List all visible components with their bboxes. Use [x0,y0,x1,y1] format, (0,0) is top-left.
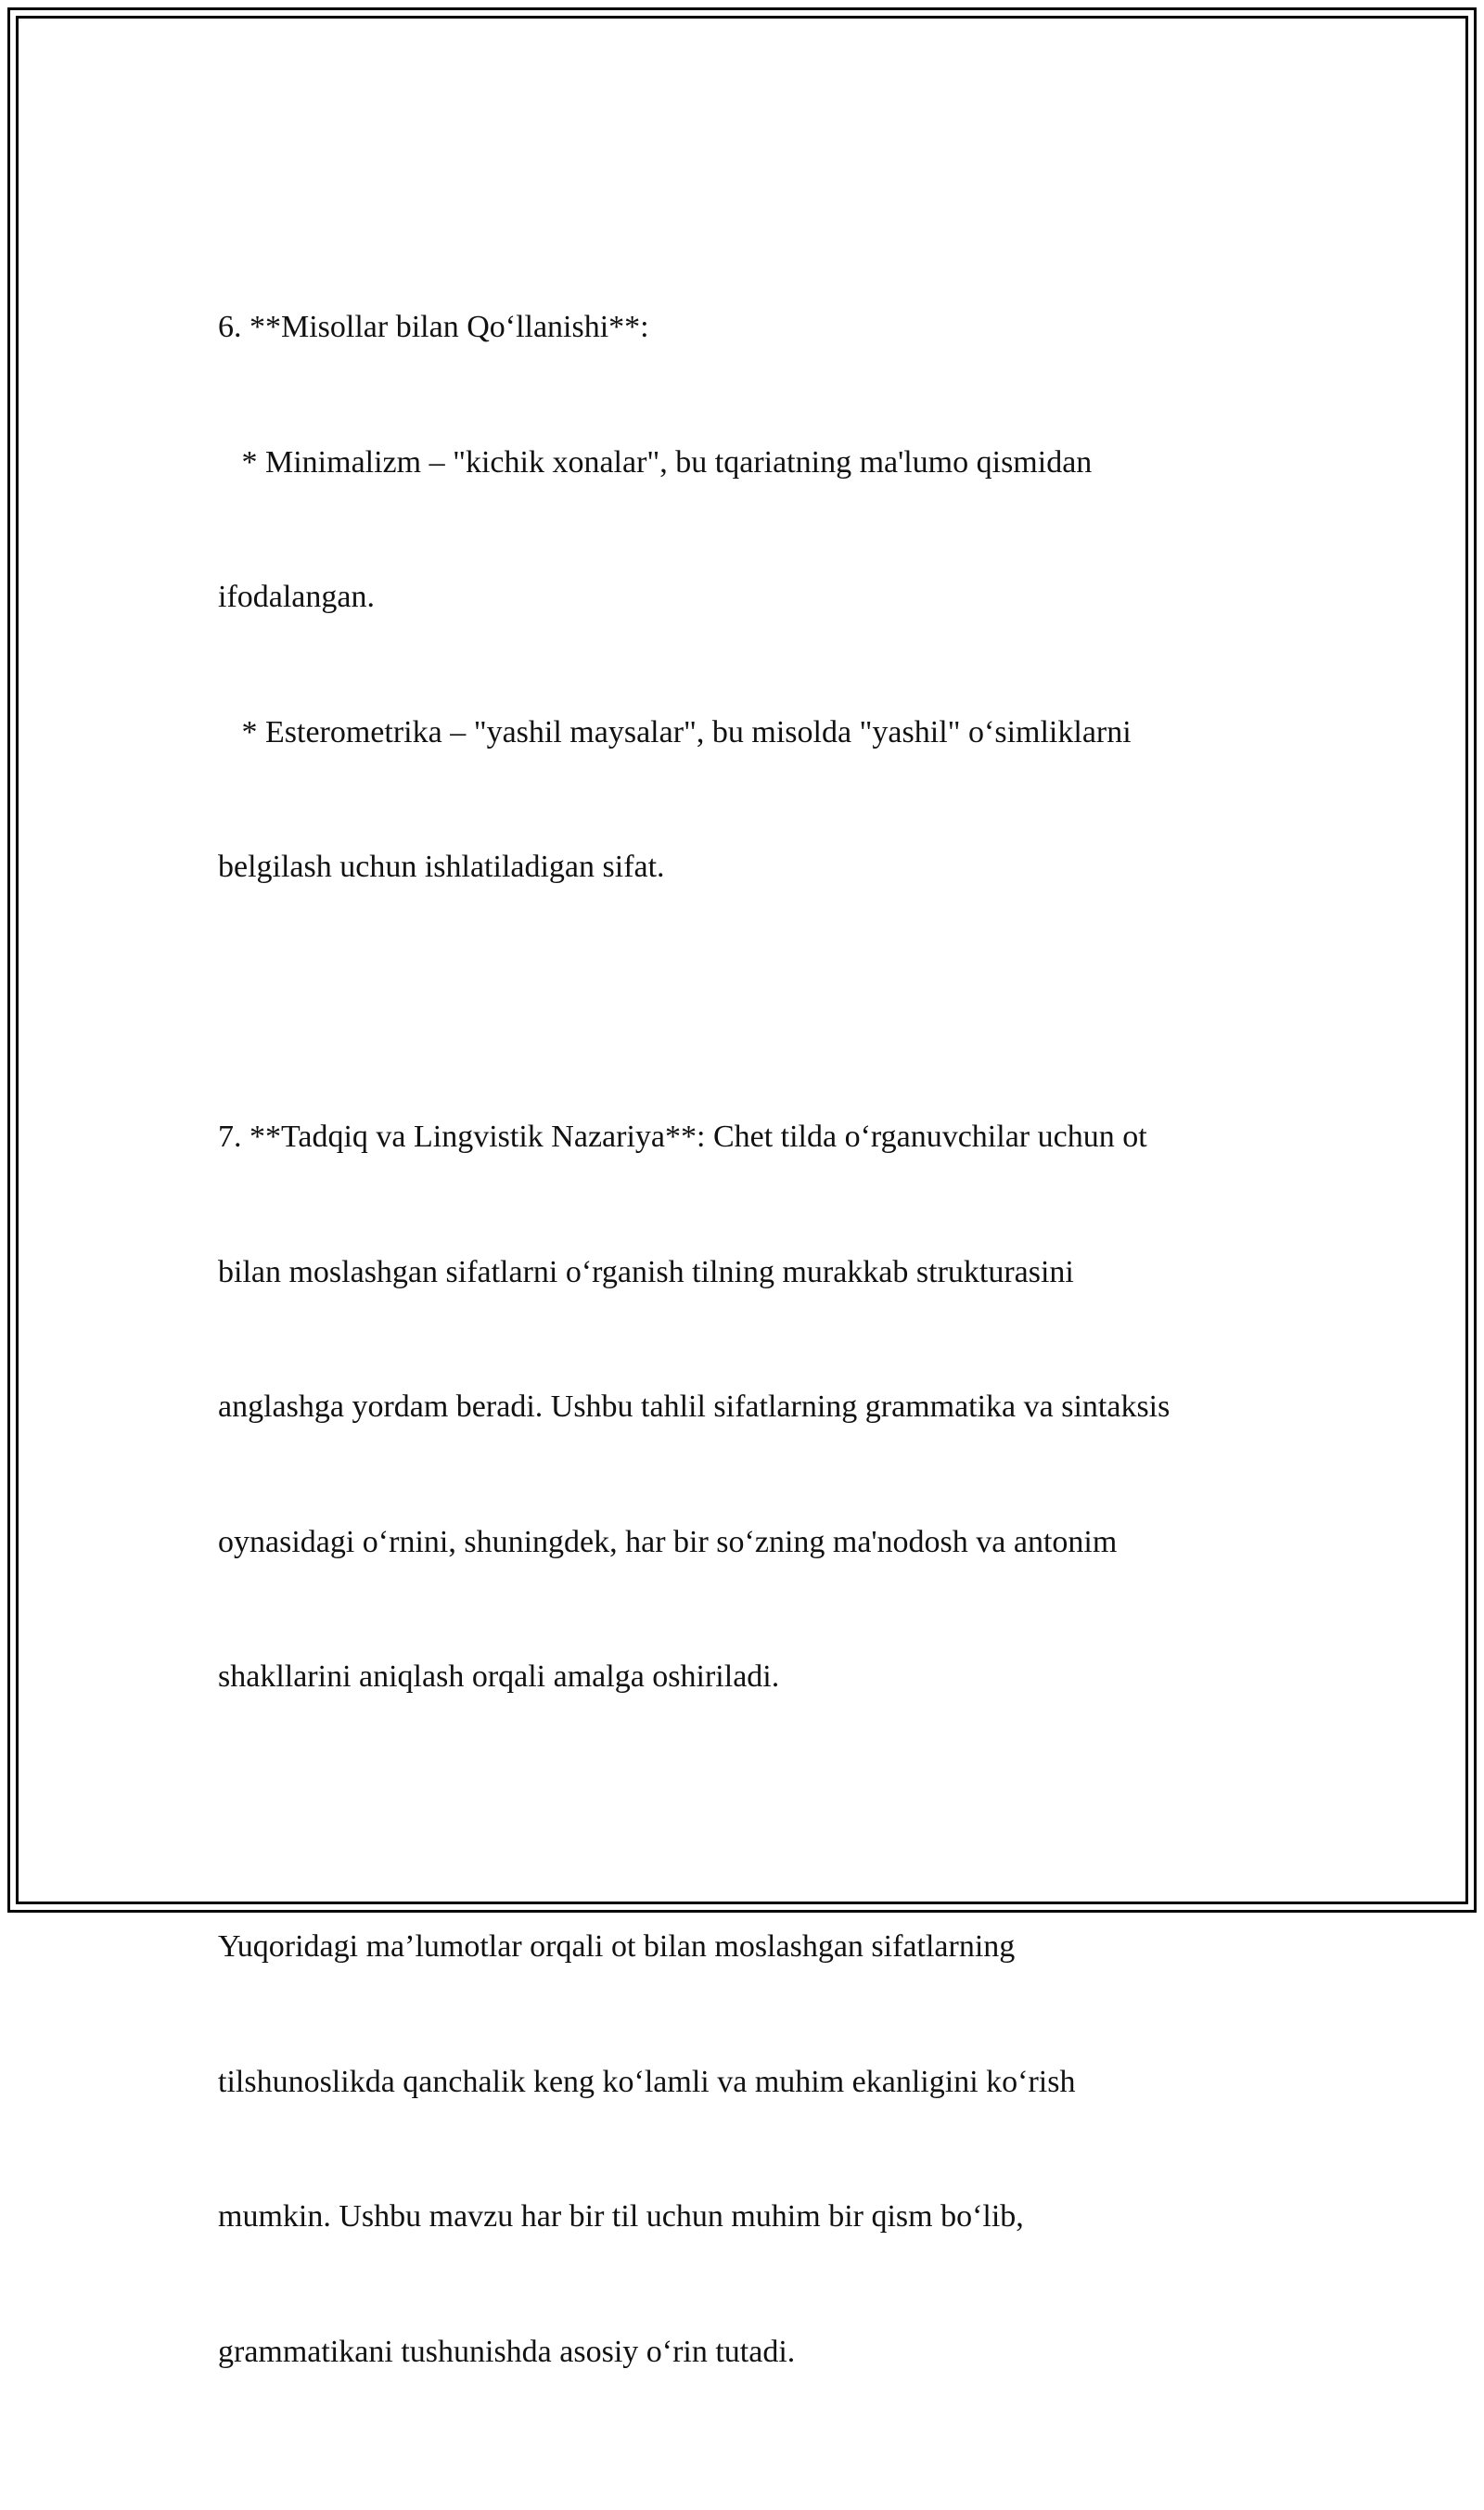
paragraph-conclusion [218,1835,1266,2465]
text-line: belgilash uchun ishlatiladigan sifat. [218,850,665,884]
text-line: grammatikani tushunishda asosiy o‘rin tutadi. [218,2334,796,2369]
text-line: tilshunoslikda qanchalik keng ko‘lamli va muhim ekanligini ko‘rish [218,2064,1076,2099]
text-line: * Minimalizm – "kichik xonalar", bu tqariatning ma'lumo qismidan [218,444,1093,480]
text-line: 6. **Misollar bilan Qo‘llanishi**: [218,310,649,344]
text-line: * Esterometrika – "yashil maysalar", bu misolda "yashil" o‘simliklarni [218,714,1132,749]
text-line: ifodalangan. [218,580,375,614]
text-line: 7. **Tadqiq va Lingvistik Nazariya**: Chet tilda o‘rganuvchilar uchun ot [218,1120,1147,1154]
text-line: mumkin. Ushbu mavzu har bir til uchun muhim bir qism bo‘lib, [218,2199,1024,2234]
text-line: anglashga yordam beradi. Ushbu tahlil sifatlarning grammatika va sintaksis [218,1389,1171,1424]
text-line: shakllarini aniqlash orqali amalga oshiriladi. [218,1659,780,1694]
paragraph-examples [218,215,1266,980]
document-body [218,215,1266,2510]
paragraph-research [218,1025,1266,1790]
text-line: oynasidagi o‘rnini, shuningdek, har bir so‘zning ma'nodosh va antonim [218,1524,1118,1559]
text-line: Yuqoridagi ma’lumotlar orqali ot bilan moslashgan sifatlarning [218,1929,1016,1964]
text-line: bilan moslashgan sifatlarni o‘rganish tilning murakkab strukturasini [218,1254,1074,1289]
